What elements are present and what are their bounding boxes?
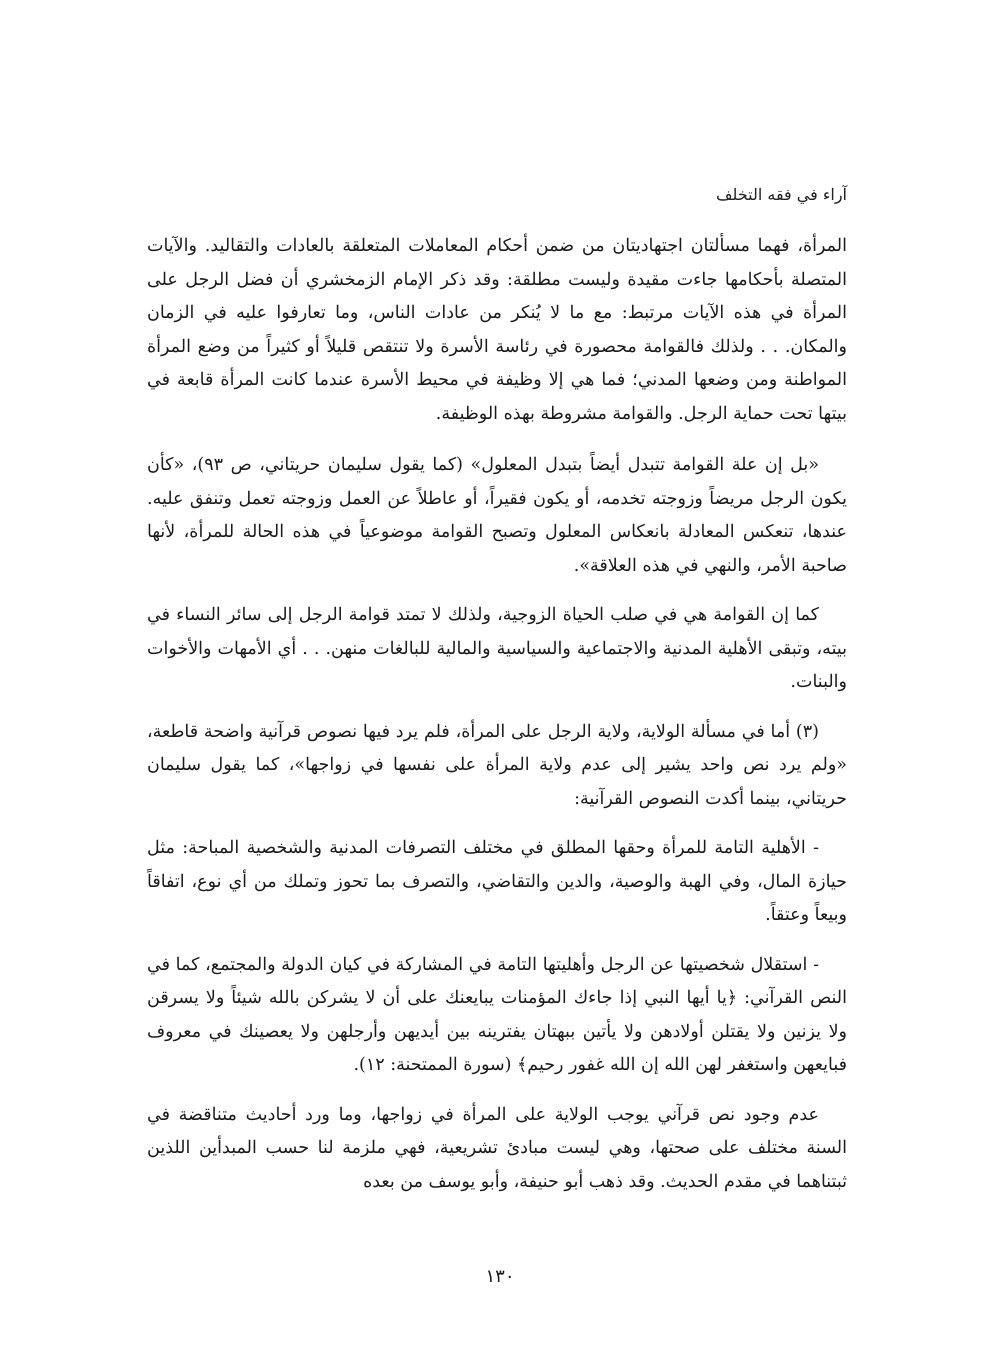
paragraph-6: - استقلال شخصيتها عن الرجل وأهليتها التامة في المشاركة في كيان الدولة والمجتمع، كما في النص القرآني: ﴿يا أيها النبي إذا جاءك المؤمنات يبايعنك على أن لا يشركن بالله شيئاً ولا يسرقن ولا يزنين ولا يقتلن أولادهن ولا يأتين ببهتان يفترينه بين أيديهن وأرجلهن ولا يعصينك في معروف فبايعهن واستغفر لهن الله إن الله غفور رحيم﴾ (سورة الممتحنة: ١٢). xyxy=(147,954,847,1075)
paragraph-3: كما إن القوامة هي في صلب الحياة الزوجية، ولذلك لا تمتد قوامة الرجل إلى سائر النساء في بيته، وتبقى الأهلية المدنية والاجتماعية والسياسية والمالية للبالغات منهن. . . أي الأمهات والأخوات والبنات. xyxy=(147,605,847,692)
running-header: آراء في فقه التخلف xyxy=(715,185,847,204)
paragraph-1: المرأة، فهما مسألتان اجتهاديتان من ضمن أحكام المعاملات المتعلقة بالعادات والتقاليد. والآيات المتصلة بأحكامها جاءت مقيدة وليست مطلقة: وقد ذكر الإمام الزمخشري أن فضل الرجل على المرأة في هذه الآيات مرتبط: مع ما لا يُنكر من عادات الناس، وما تعارفوا عليه في الزمان والمكان. . . ولذلك فالقوامة محصورة في رئاسة الأسرة ولا تنتقص قليلاً أو كثيراً من وضع المرأة المواطنة ومن وضعها المدني؛ فما هي إلا وظيفة في محيط الأسرة عندما كانت المرأة قابعة في بيتها تحت حماية الرجل. والقوامة مشروطة بهذه الوظيفة. xyxy=(147,236,847,424)
body-text xyxy=(147,230,847,1215)
paragraph-5: - الأهلية التامة للمرأة وحقها المطلق في مختلف التصرفات المدنية والشخصية المباحة: مثل حيازة المال، وفي الهبة والوصية، والدين والتقاضي، والتصرف بما تحوز وتملك من أي نوع، اتفاقاً وبيعاً وعتقاً. xyxy=(147,838,847,925)
paragraph-4: (٣) أما في مسألة الولاية، ولاية الرجل على المرأة، فلم يرد فيها نصوص قرآنية واضحة قاطعة، «ولم يرد نص واحد يشير إلى عدم ولاية المرأة على نفسها في زواجها»، كما يقول سليمان حريتاني، بينما أكدت النصوص القرآنية: xyxy=(147,721,847,809)
paragraph-7: عدم وجود نص قرآني يوجب الولاية على المرأة في زواجها، وما ورد أحاديث متناقضة في السنة مختلف على صحتها، وهي ليست مبادئ تشريعية، فهي ملزمة لنا حسب المبدأين اللذين ثبتناهما في مقدم الحديث. وقد ذهب أبو حنيفة، وأبو يوسف من بعده xyxy=(147,1104,847,1192)
page-number: ١٣٠ xyxy=(485,1266,515,1287)
paragraph-2: «بل إن علة القوامة تتبدل أيضاً بتبدل المعلول» (كما يقول سليمان حريتاني، ص ٩٣)، «كأن يكون الرجل مريضاً وزوجته تخدمه، أو يكون فقيراً، أو عاطلاً عن العمل وزوجته تعمل وتنفق عليه. عندها، تنعكس المعادلة بانعكاس المعلول وتصبح القوامة موضوعياً في هذه الحالة للمرأة، لأنها صاحبة الأمر، والنهي في هذه العلاقة». xyxy=(147,455,847,576)
